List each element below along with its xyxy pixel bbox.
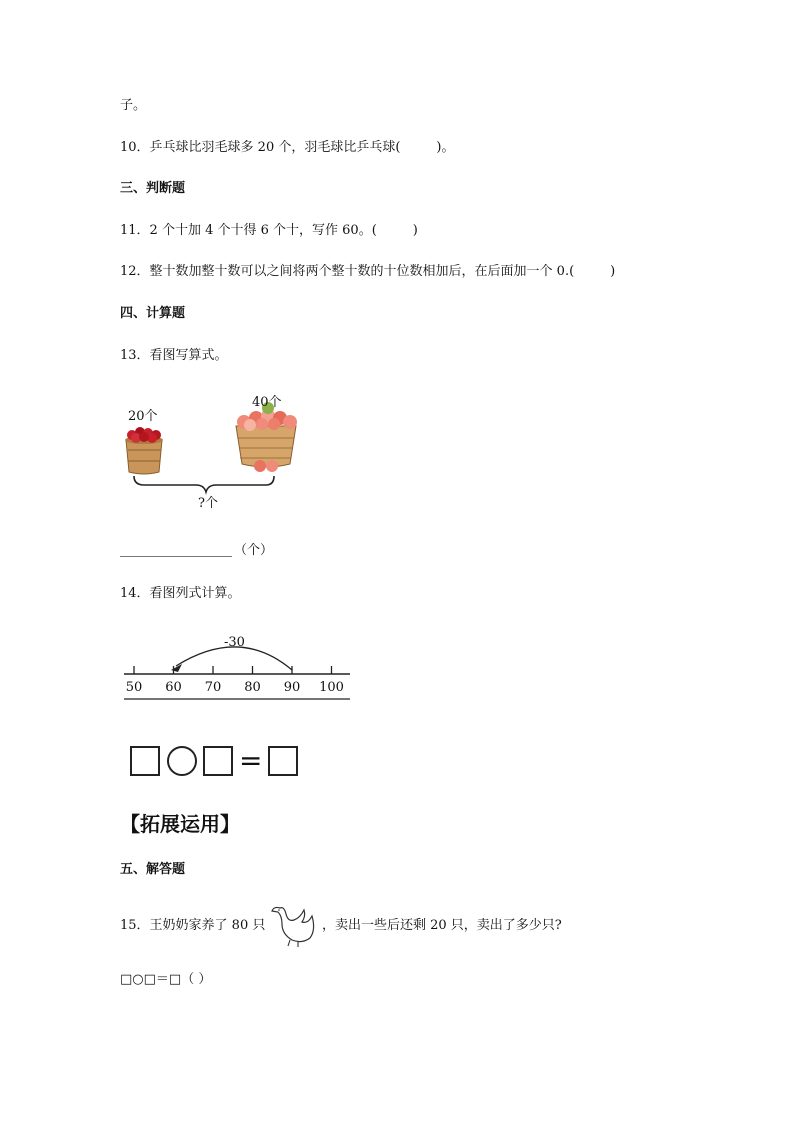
continued-text: 子。 (120, 98, 147, 113)
equation-box[interactable] (130, 746, 160, 776)
question-10 (120, 140, 455, 156)
question-12-text: 12．整十数加整十数可以之间将两个整十数的十位数相加后，在后面加一个 0.( (120, 264, 575, 279)
goose-icon (270, 902, 318, 948)
jump-arc (176, 647, 292, 670)
baskets-figure (118, 388, 308, 513)
total-label: ?个 (198, 496, 218, 511)
section-heading-judgement: 三、判断题 (120, 181, 186, 196)
extension-heading: 【拓展运用】 (120, 812, 240, 836)
tick-label: 100 (319, 680, 344, 695)
curly-brace (134, 476, 274, 492)
right-basket-label: 40个 (252, 395, 282, 410)
question-12-end: ) (610, 264, 616, 279)
section-heading-calculation: 四、计算题 (120, 306, 186, 321)
operator-circle[interactable] (167, 746, 197, 776)
answer-line[interactable] (120, 556, 232, 557)
tick-label: 70 (204, 680, 222, 695)
tick-label: 80 (244, 680, 261, 695)
question-14: 14．看图列式计算。 (120, 586, 241, 601)
question-10-text: 10．乒乓球比羽毛球多 20 个，羽毛球比乒乓球( (120, 140, 401, 155)
question-15-text-cont: ，卖出一些后还剩 20 只，卖出了多少只? (322, 918, 562, 933)
question-15-text: 15．王奶奶家养了 80 只 (120, 918, 266, 933)
question-13: 13．看图写算式。 (120, 348, 228, 363)
section-heading-answer: 五、解答题 (120, 862, 186, 877)
number-line-figure (120, 628, 356, 704)
unit-label: （个） (234, 543, 274, 558)
apple-basket-icon (125, 427, 163, 474)
question-11-text: 11．2 个十加 4 个十得 6 个十，写作 60。( (120, 223, 377, 238)
tick-label: 50 (125, 680, 143, 695)
question-11-end: ) (412, 223, 418, 238)
question-11 (120, 223, 418, 239)
tick-label: 60 (165, 680, 182, 695)
peach-basket-icon (236, 402, 297, 472)
tick-label: 90 (283, 680, 301, 695)
equation-box[interactable] (203, 746, 233, 776)
question-15-formula[interactable]: □○□＝□（ ） (120, 972, 212, 987)
result-box[interactable] (268, 746, 298, 776)
question-12 (120, 264, 615, 280)
equals-sign: = (239, 744, 263, 777)
question-10-end: )。 (436, 140, 455, 155)
left-basket-label: 20个 (128, 409, 158, 424)
jump-label: -30 (224, 635, 245, 650)
